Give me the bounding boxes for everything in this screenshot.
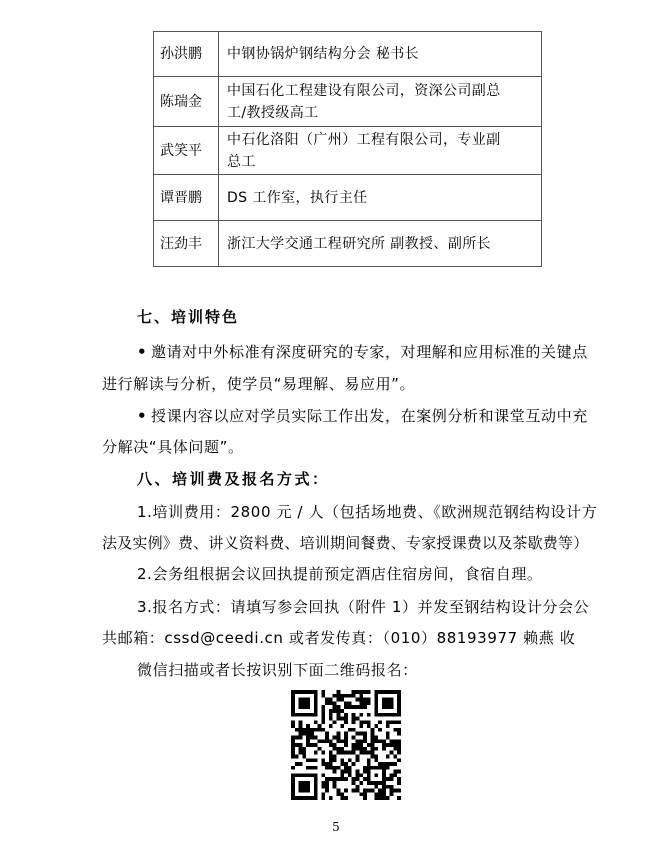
expert-title-line: 中国石化工程建设有限公司，资深公司副总 (227, 82, 501, 99)
paragraph-line: 法及实例》费、讲义资料费、培训期间餐费、专家授课费以及茶歇费等） (102, 534, 589, 552)
paragraph-line: 1.培训费用：2800 元 / 人（包括场地费、《欧洲规范钢结构设计方 (137, 503, 598, 521)
wechat-instruction: 微信扫描或者长按识别下面二维码报名： (137, 661, 418, 679)
paragraph-line: 邀请对中外标准有深度研究的专家，对理解和应用标准的关键点 (151, 343, 588, 361)
expert-name: 武笑平 (154, 127, 219, 175)
section-heading-fees-registration: 八、培训费及报名方式： (137, 470, 330, 488)
expert-title-line: 总工 (227, 153, 256, 170)
expert-title-line: DS 工作室，执行主任 (227, 189, 368, 206)
expert-title (219, 127, 542, 175)
bullet-icon: • (137, 407, 148, 425)
expert-name: 陈瑞金 (154, 77, 219, 127)
expert-name: 孙洪鹏 (154, 32, 219, 77)
table-row (154, 175, 542, 221)
qr-code-icon[interactable] (291, 690, 401, 800)
expert-title-line: 中钢协锅炉钢结构分会 秘书长 (227, 46, 420, 62)
table-row (154, 77, 542, 127)
expert-name: 汪劲丰 (154, 221, 219, 267)
experts-table (153, 31, 542, 267)
paragraph-line: 分解决“具体问题”。 (102, 438, 244, 456)
paragraph-line: 3.报名方式：请填写参会回执（附件 1）并发至钢结构设计分会公 (137, 598, 590, 616)
expert-title-line: 浙江大学交通工程研究所 副教授、副所长 (227, 235, 492, 252)
paragraph-line: 进行解读与分析，使学员“易理解、易应用”。 (102, 375, 416, 393)
bullet-icon: • (137, 343, 148, 361)
expert-title (219, 175, 542, 221)
section-heading-training-features: 七、培训特色 (137, 308, 240, 326)
contact-line: 共邮箱：cssd@ceedi.cn 或者发传真：（010）88193977 赖燕 收 (102, 629, 576, 647)
paragraph-line: 2.会务组根据会议回执提前预定酒店住宿房间，食宿自理。 (137, 565, 543, 583)
expert-name: 谭晋鹏 (154, 175, 219, 221)
table-row (154, 127, 542, 175)
table-row (154, 32, 542, 77)
expert-title (219, 221, 542, 267)
qr-code-graphic (291, 690, 401, 800)
expert-title (219, 32, 542, 77)
bullet-paragraph (137, 342, 588, 362)
bullet-paragraph (137, 406, 588, 426)
expert-title (219, 77, 542, 127)
expert-title-line: 工/教授级高工 (227, 104, 319, 121)
paragraph-line: 授课内容以应对学员实际工作出发，在案例分析和课堂互动中充 (151, 407, 588, 425)
table-row (154, 221, 542, 267)
page-number: 5 (332, 820, 340, 834)
expert-title-line: 中石化洛阳（广州）工程有限公司，专业副 (227, 131, 501, 148)
